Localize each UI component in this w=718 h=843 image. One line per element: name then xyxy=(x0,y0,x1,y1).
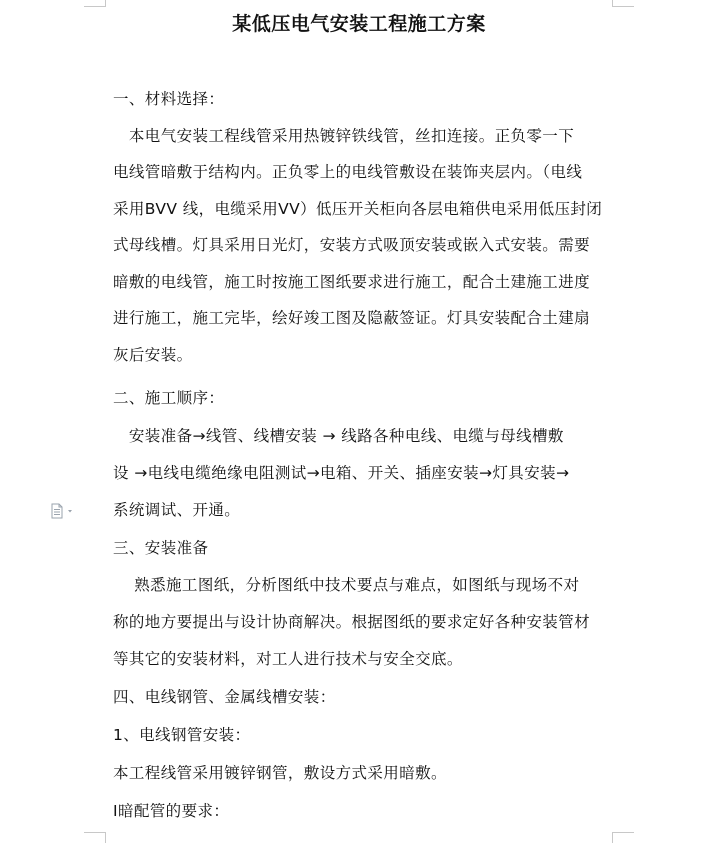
crop-mark-top-right xyxy=(612,0,613,7)
paragraph-line: 等其它的安装材料，对工人进行技术与安全交底。 xyxy=(113,650,463,668)
crop-mark-bottom-left xyxy=(105,832,106,843)
paragraph-line: 本电气安装工程线管采用热镀锌铁线管，丝扣连接。正负零一下 xyxy=(113,127,575,145)
section-heading: 三、安装准备 xyxy=(113,539,209,557)
paragraph-line: 设 →电线电缆绝缘电阻测试→电箱、开关、插座安装→灯具安装→ xyxy=(113,464,570,482)
section-heading: 二、施工顺序： xyxy=(113,389,225,407)
document-title: 某低压电气安装工程施工方案 xyxy=(232,13,486,35)
crop-mark-bottom-right xyxy=(612,832,613,843)
paragraph-line: 称的地方要提出与设计协商解决。根据图纸的要求定好各种安装管材 xyxy=(113,613,591,631)
document-icon xyxy=(50,503,78,519)
section-heading: 一、材料选择： xyxy=(113,90,225,108)
crop-mark-top-right xyxy=(612,6,634,7)
crop-mark-top-left xyxy=(105,0,106,7)
paragraph-line: 本工程线管采用镀锌钢管，敷设方式采用暗敷。 xyxy=(113,764,447,782)
subsection-heading: Ⅰ暗配管的要求： xyxy=(113,802,230,820)
section-heading: 四、电线钢管、金属线槽安装： xyxy=(113,688,336,706)
subsection-heading: 1、电线钢管安装： xyxy=(113,726,251,744)
paragraph-line: 进行施工，施工完毕，绘好竣工图及隐蔽签证。灯具安装配合土建扇 xyxy=(113,309,591,327)
paragraph-line: 暗敷的电线管，施工时按施工图纸要求进行施工，配合土建施工进度 xyxy=(113,273,591,291)
chevron-down-icon xyxy=(68,510,72,513)
paragraph-line: 灰后安装。 xyxy=(113,346,193,364)
paragraph-line: 系统调试、开通。 xyxy=(113,501,241,519)
paragraph-line: 采用BVV 线，电缆采用VV）低压开关柜向各层电箱供电采用低压封闭 xyxy=(113,200,603,218)
crop-mark-top-left xyxy=(84,6,106,7)
document-icon[interactable] xyxy=(50,503,78,519)
paragraph-line: 熟悉施工图纸，分析图纸中技术要点与难点，如图纸与现场不对 xyxy=(113,576,580,594)
crop-mark-bottom-right xyxy=(612,832,634,833)
paragraph-line: 式母线槽。灯具采用日光灯，安装方式吸顶安装或嵌入式安装。需要 xyxy=(113,236,591,254)
crop-mark-bottom-left xyxy=(84,832,106,833)
paragraph-line: 安装准备→线管、线槽安装 → 线路各种电线、电缆与母线槽敷 xyxy=(113,427,564,445)
paragraph-line: 电线管暗敷于结构内。正负零上的电线管敷设在装饰夹层内。（电线 xyxy=(113,163,583,181)
